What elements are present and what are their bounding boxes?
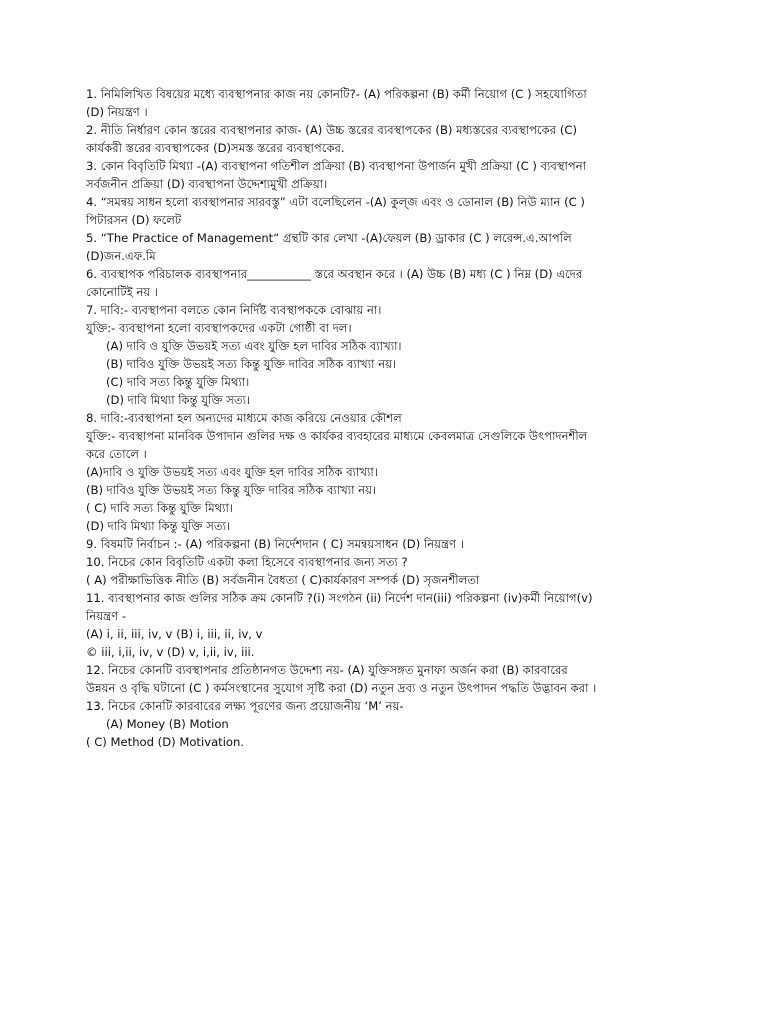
text-line: (C) দাবি সত্য কিন্তু যুক্তি মিথ্যা। <box>106 375 250 389</box>
text-line: 6. ব্যবস্থাপক পরিচালক ব্যবস্থাপনার___________ স্তরে অবস্থান করে । (A) উচ্চ (B) মধ্য (C ) নিম্ন (D) এদের <box>86 267 583 281</box>
text-line: ( A) পরীক্ষাভিত্তিক নীতি (B) সর্বজনীন বৈধতা ( C)কার্যকারণ সম্পর্ক (D) সৃজনশীলতা <box>86 573 480 587</box>
text-line: কার্যকরী স্তরের ব্যবস্থাপকের (D)সমস্ত স্তরের ব্যবস্থাপকের. <box>86 141 345 155</box>
text-line: করে তোলে । <box>86 447 147 461</box>
text-line: যুক্তি:- ব্যবস্থাপনা হলো ব্যবস্থাপকদের একটা গোষ্ঠী বা দল। <box>86 321 352 335</box>
text-line: (A) দাবি ও যুক্তি উভয়ই সত্য এবং যুক্তি হল দাবির সঠিক ব্যাখ্যা। <box>106 339 402 353</box>
text-line: ( C) Method (D) Motivation. <box>86 735 245 749</box>
document-page <box>86 85 686 751</box>
text-line: (A) Money (B) Motion <box>106 717 229 731</box>
text-line: 7. দাবি:- ব্যবস্থাপনা বলতে কোন নির্দিষ্ট ব্যবস্থাপককে বোঝায় না। <box>86 303 382 317</box>
text-line: (A) i, ii, iii, iv, v (B) i, iii, ii, iv, v <box>86 627 263 641</box>
text-line: 4. “সমন্বয় সাধন হলো ব্যবস্থাপনার সারবস্তু” এটা বলেছিলেন -(A) কুল্জ এবং ও ডোনাল (B) নিউ ম্যান (C ) <box>86 195 585 209</box>
text-line: (D) দাবি মিথ্যা কিন্তু যুক্তি সত্য। <box>86 519 231 533</box>
text-line: 1. নিমিলিখিত বিষয়ের মধ্যে ব্যবস্থাপনার কাজ নয় কোনটি?- (A) পরিকল্পনা (B) কর্মী নিয়োগ (C ) সহযোগিতা <box>86 87 587 101</box>
text-line: © iii, i,ii, iv, v (D) v, i,ii, iv, iii. <box>86 645 255 659</box>
text-line: (B) দাবিও যুক্তি উভয়ই সত্য কিন্তু যুক্তি দাবির সঠিক ব্যাখ্যা নয়। <box>106 357 397 371</box>
text-line: (B) দাবিও যুক্তি উভয়ই সত্য কিন্তু যুক্তি দাবির সঠিক ব্যাখ্যা নয়। <box>86 483 377 497</box>
text-line: (D) দাবি মিথ্যা কিন্তু যুক্তি সত্য। <box>106 393 251 407</box>
text-line: 8. দাবি:-ব্যবস্থাপনা হল অন্যদের মাধ্যমে কাজ করিয়ে নেওয়ার কৌশল <box>86 411 402 425</box>
text-line: 5. “The Practice of Management“ গ্রন্থটি কার লেখা -(A)ফেয়ল (B) ড্রাকার (C ) লরেন্স.এ.আপলি <box>86 231 572 245</box>
text-line: (A)দাবি ও যুক্তি উভয়ই সত্য এবং যুক্তি হল দাবির সঠিক ব্যাখ্যা। <box>86 465 378 479</box>
text-line: 13. নিচের কোনটি কারবারের লক্ষ্য পূরণের জন্য প্রয়োজনীয় ‘M’ নয়- <box>86 699 404 713</box>
text-line: 12. নিচের কোনটি ব্যবস্থাপনার প্রতিষ্ঠানগত উদ্দেশ্য নয়- (A) যুক্তিসঙ্গত মুনাফা অর্জন করা (B) কারবারের <box>86 663 568 677</box>
text-line: যুক্তি:- ব্যবস্থাপনা মানবিক উপাদান গুলির দক্ষ ও কার্যকর ব্যবহারের মাধ্যমে কেবলমাত্র সেগুলিকে উৎপাদনশীল <box>86 429 588 443</box>
text-line: 2. নীতি নির্ধারণ কোন স্তরের ব্যবস্থাপনার কাজ- (A) উচ্চ স্তরের ব্যবস্থাপকের (B) মধ্যস্তরের ব্যবস্থাপকের (C) <box>86 123 577 137</box>
text-line: 3. কোন বিবৃতিটি মিথ্যা -(A) ব্যবস্থাপনা গতিশীল প্রক্রিয়া (B) ব্যবস্থাপনা উপার্জন মুখী প্রক্রিয়া (C ) ব্যবস্থাপনা <box>86 159 587 173</box>
text-line: কোনোটিই নয় । <box>86 285 159 299</box>
text-line: ( C) দাবি সত্য কিন্তু যুক্তি মিথ্যা। <box>86 501 234 515</box>
text-line: (D)জন.এফ.মি <box>86 249 156 263</box>
text-line: পিটারসন (D) ফলেট <box>86 213 182 227</box>
text-line: 10. নিচের কোন বিবৃতিটি একটা কলা হিসেবে ব্যবস্থাপনার জন্য সত্য ? <box>86 555 408 569</box>
text-line: (D) নিয়ন্ত্রণ । <box>86 105 148 119</box>
text-line: নিয়ন্ত্রণ - <box>86 609 126 623</box>
text-line: 11. ব্যবস্থাপনার কাজ গুলির সঠিক ক্রম কোনটি ?(i) সংগঠন (ii) নির্দেশ দান(iii) পরিকল্পনা (iv)কর্মী নিয়োগ(v) <box>86 591 593 605</box>
text-line: সর্বজনীন প্রক্রিয়া (D) ব্যবস্থাপনা উদ্দেশ্যমুখী প্রক্রিয়া। <box>86 177 328 191</box>
text-line: উন্নয়ন ও বৃদ্ধি ঘটানো (C ) কর্মসংস্থানের সুযোগ সৃষ্টি করা (D) নতুন দ্রব্য ও নতুন উৎপাদন পদ্ধতি উদ্ভাবন করা । <box>86 681 597 695</box>
text-line: 9. বিষমটি নির্বাচন :- (A) পরিকল্পনা (B) নির্দেশদান ( C) সমন্বয়সাধন (D) নিয়ন্ত্রণ । <box>86 537 464 551</box>
